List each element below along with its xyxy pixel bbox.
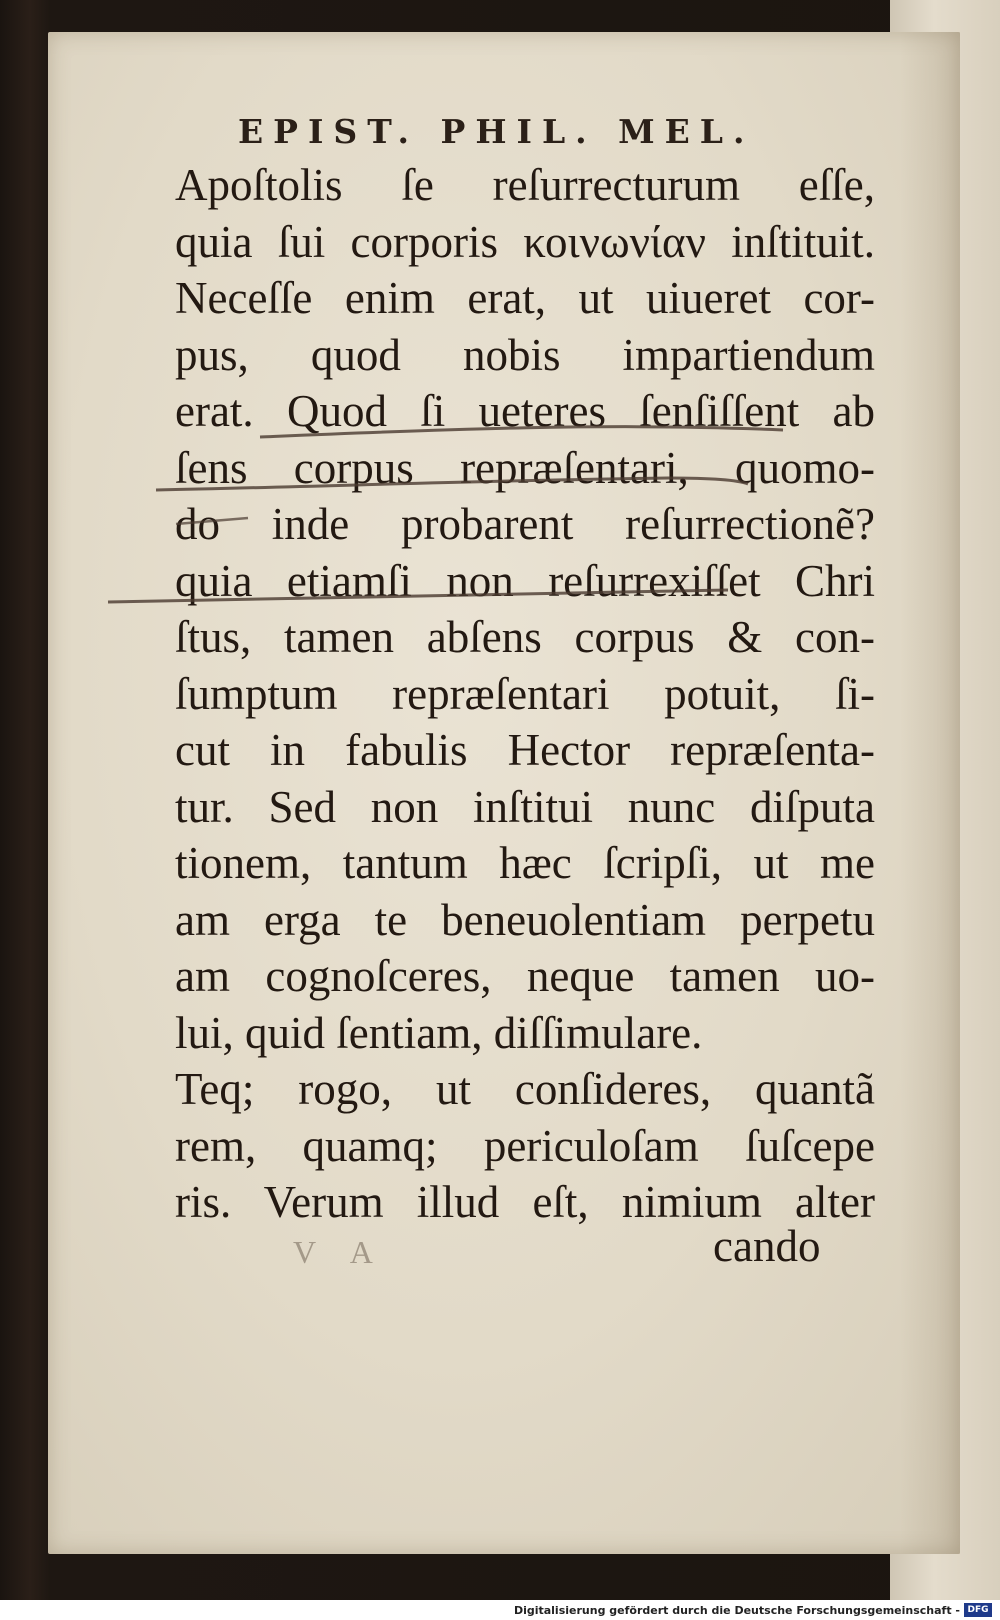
dfg-logo: DFG [964, 1603, 992, 1617]
text-line: Apoſtolis ſe reſurrecturum eſſe, [175, 160, 875, 210]
text-line: Teq; rogo, ut conſideres, quantã [175, 1064, 875, 1114]
text-line: ſtus, tamen abſens corpus & con- [175, 612, 875, 662]
text-line: quia ſui corporis κοινωνίαν inſtituit. [175, 216, 875, 267]
text-line: ris. Verum illud eſt, nimium alter [175, 1177, 875, 1227]
running-header: EPIST. PHIL. MEL. [238, 112, 755, 151]
footer-bar [0, 1600, 1000, 1620]
text-line: do inde probarent reſurrectionẽ? [175, 499, 875, 549]
text-line: ſumptum repræſentari potuit, ſi- [175, 668, 875, 719]
text-line: cut in fabulis Hector repræſenta- [175, 725, 875, 775]
text-line: ſens corpus repræſentari, quomo- [175, 442, 875, 493]
text-line: Neceſſe enim erat, ut uiueret cor- [175, 273, 875, 323]
catchword: cando [713, 1221, 821, 1271]
body-text [175, 157, 875, 1231]
text-line: pus, quod nobis impartiendum [175, 329, 875, 380]
text-line: tionem, tantum hæc ſcripſi, ut me [175, 838, 875, 888]
funding-credit: Digitalisierung gefördert durch die Deutsche Forschungsgemeinschaft - [513, 1604, 960, 1617]
text-line: erat. Quod ſi ueteres ſenſiſſent ab [175, 386, 875, 436]
text-line: lui, quid ſentiam, diſſimulare. [175, 1007, 703, 1058]
text-line: tur. Sed non inſtitui nunc diſputa [175, 781, 875, 832]
text-line: am erga te beneuolentiam perpetu [175, 894, 875, 945]
text-line: rem, quamq; periculoſam ſuſcepe [175, 1120, 875, 1171]
text-line: quia etiamſi non reſurrexiſſet Chri [175, 555, 875, 606]
book-page [48, 32, 960, 1554]
text-line: am cognoſceres, neque tamen uo- [175, 951, 875, 1001]
page-shadow [900, 32, 960, 1554]
signature-mark: V A [293, 1234, 387, 1270]
